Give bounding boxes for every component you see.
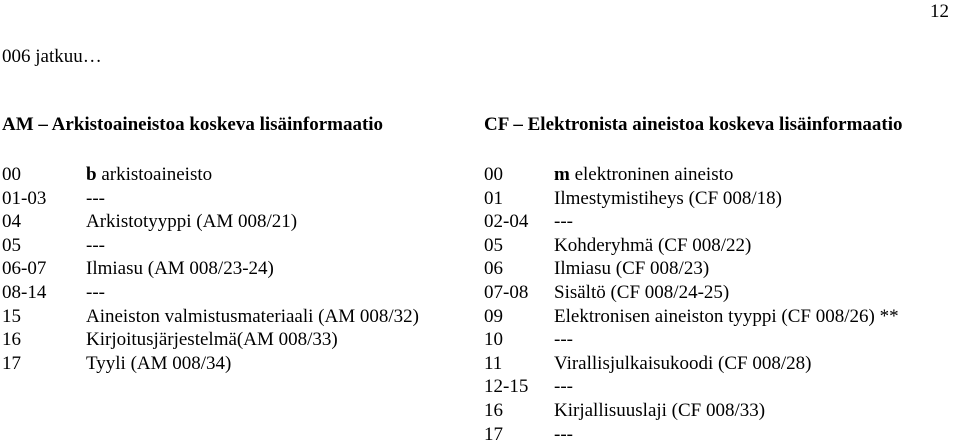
cf-field-text: Virallisjulkaisukoodi (CF 008/28) xyxy=(554,352,812,374)
cf-field-position: 07-08 xyxy=(484,281,529,303)
am-field-text: arkistoaineisto xyxy=(101,164,213,185)
am-field-text: Aineiston valmistusmateriaali (AM 008/32) xyxy=(86,305,419,327)
am-section-heading: AM – Arkistoaineistoa koskeva lisäinformaatio xyxy=(2,114,384,135)
am-field-text: --- xyxy=(86,187,105,209)
cf-field-text: --- xyxy=(554,423,573,445)
cf-field-text: Ilmiasu (CF 008/23) xyxy=(554,258,710,280)
am-field-row xyxy=(2,281,383,305)
am-field-row xyxy=(2,163,383,187)
cf-field-position: 17 xyxy=(484,423,503,445)
am-field-row xyxy=(2,305,419,329)
cf-field-row xyxy=(484,328,903,352)
am-field-text: Arkistotyyppi (AM 008/21) xyxy=(86,211,298,233)
am-field-row xyxy=(2,352,383,376)
cf-section xyxy=(484,114,903,446)
cf-field-row xyxy=(484,281,903,305)
am-field-description xyxy=(86,257,274,281)
am-field-text: Kirjoitusjärjestelmä(AM 008/33) xyxy=(86,329,338,351)
am-field-position: 00 xyxy=(2,164,21,185)
cf-field-text: --- xyxy=(554,329,573,351)
am-field-position: 05 xyxy=(2,234,21,256)
am-field-position: 17 xyxy=(2,352,21,374)
am-section xyxy=(2,114,419,375)
page-number: 12 xyxy=(930,1,949,22)
cf-field-text: --- xyxy=(554,376,573,398)
cf-field-position: 02-04 xyxy=(484,211,529,233)
cf-field-description xyxy=(554,210,573,234)
am-field-row xyxy=(2,328,383,352)
cf-field-description xyxy=(554,234,751,258)
cf-field-row xyxy=(484,210,903,234)
cf-field-row xyxy=(484,234,903,258)
cf-field-row xyxy=(484,399,903,423)
cf-field-row xyxy=(484,187,903,211)
cf-field-row xyxy=(484,305,903,329)
am-field-position: 15 xyxy=(2,305,21,327)
cf-field-position: 05 xyxy=(484,234,503,256)
am-field-row xyxy=(2,187,383,211)
am-field-position: 06-07 xyxy=(2,258,47,280)
cf-field-position: 01 xyxy=(484,187,503,209)
cf-field-row xyxy=(484,257,903,281)
am-field-text: Tyyli (AM 008/34) xyxy=(86,352,232,374)
cf-field-position: 09 xyxy=(484,305,503,327)
am-field-description xyxy=(86,305,419,329)
cf-field-description xyxy=(554,375,573,399)
cf-field-description xyxy=(554,187,782,211)
am-field-position: 04 xyxy=(2,211,21,233)
cf-field-position: 11 xyxy=(484,352,503,374)
cf-field-position: 10 xyxy=(484,329,503,351)
cf-field-list xyxy=(484,163,903,446)
am-field-position: 01-03 xyxy=(2,187,47,209)
cf-field-description xyxy=(554,423,573,446)
am-field-position: 16 xyxy=(2,329,21,351)
cf-field-description xyxy=(554,163,733,187)
cf-field-text: Kirjallisuuslaji (CF 008/33) xyxy=(554,399,766,421)
am-field-text: --- xyxy=(86,234,105,256)
am-field-row xyxy=(2,210,383,234)
am-field-row xyxy=(2,257,383,281)
cf-field-row xyxy=(484,163,903,187)
am-field-description xyxy=(86,234,105,258)
cf-record-type-code: m xyxy=(554,164,570,185)
cf-field-text: --- xyxy=(554,211,573,233)
cf-field-description xyxy=(554,399,765,423)
cf-section-heading: CF – Elektronista aineistoa koskeva lisäinformaatio xyxy=(484,114,903,135)
cf-field-description xyxy=(554,257,709,281)
am-field-list xyxy=(2,163,419,375)
am-field-description xyxy=(86,281,105,305)
am-field-description xyxy=(86,187,105,211)
cf-field-position: 12-15 xyxy=(484,376,529,398)
cf-field-description xyxy=(554,305,899,329)
am-field-description xyxy=(86,352,231,376)
am-field-description xyxy=(86,163,212,187)
am-field-row xyxy=(2,234,383,258)
am-field-description xyxy=(86,328,338,352)
cf-field-text: Sisältö (CF 008/24-25) xyxy=(554,281,730,303)
cf-field-text: Ilmestymistiheys (CF 008/18) xyxy=(554,187,782,209)
cf-field-row xyxy=(484,375,903,399)
cf-field-text: Kohderyhmä (CF 008/22) xyxy=(554,234,752,256)
continuation-note: 006 jatkuu… xyxy=(2,46,102,67)
cf-field-position: 06 xyxy=(484,258,503,280)
cf-field-description xyxy=(554,352,811,376)
am-record-type-code: b xyxy=(86,164,97,185)
cf-field-description xyxy=(554,328,573,352)
cf-field-text: elektroninen aineisto xyxy=(574,164,734,185)
cf-field-text: Elektronisen aineiston tyyppi (CF 008/26) ** xyxy=(554,305,899,327)
am-field-text: Ilmiasu (AM 008/23-24) xyxy=(86,258,274,280)
cf-field-row xyxy=(484,423,903,446)
am-field-description xyxy=(86,210,297,234)
cf-field-position: 16 xyxy=(484,399,503,421)
cf-field-description xyxy=(554,281,729,305)
cf-field-row xyxy=(484,352,903,376)
am-field-text: --- xyxy=(86,281,105,303)
am-field-position: 08-14 xyxy=(2,281,47,303)
cf-field-position: 00 xyxy=(484,164,503,185)
